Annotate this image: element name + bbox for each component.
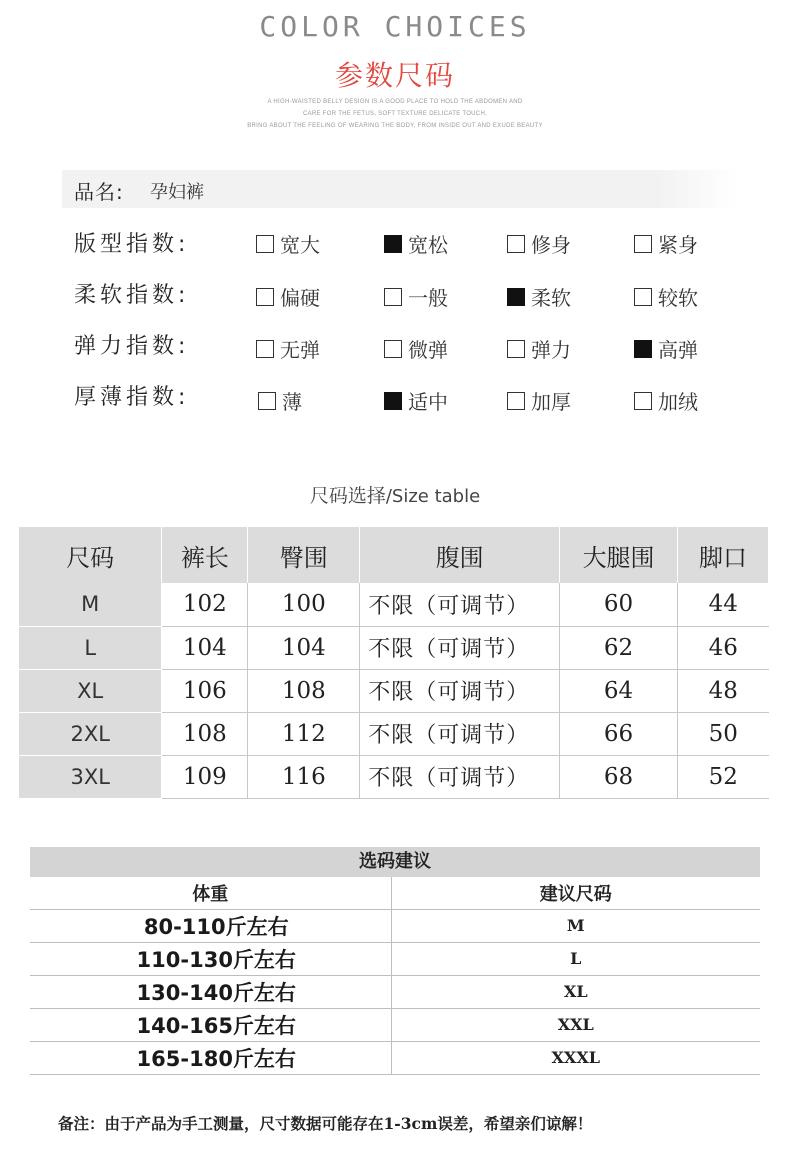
weight-cell: 140-165斤左右 (30, 1008, 391, 1041)
table-header: 体重 (30, 877, 391, 909)
header-subtitle-line: BRING ABOUT THE FEELING OF WEARING THE BODY, FROM INSIDE OUT AND EXUDE BEAUTY (247, 123, 543, 129)
index-label: 弹力指数: (74, 334, 190, 359)
size-cell: XL (391, 975, 760, 1008)
header-en-title: COLOR CHOICES (259, 10, 531, 43)
weight-cell: 130-140斤左右 (30, 975, 391, 1008)
index-option (507, 334, 571, 363)
size-table (19, 527, 769, 799)
option-label: 偏硬 (280, 286, 320, 310)
index-option (507, 229, 571, 258)
checkbox-icon (256, 340, 274, 358)
size-cell: XL (19, 669, 162, 712)
table-header: 臀围 (248, 527, 360, 583)
size-cell: XXL (391, 1008, 760, 1041)
table-header: 尺码 (19, 527, 162, 583)
table-cell: 104 (162, 626, 248, 669)
index-label: 柔软指数: (74, 283, 190, 308)
table-cell: 68 (560, 755, 678, 798)
recommendation-section (30, 847, 760, 1075)
index-label: 厚薄指数: (74, 385, 190, 410)
option-label: 较软 (658, 286, 698, 310)
index-option (384, 334, 448, 363)
measurement-note: 备注：由于产品为手工测量，尺寸数据可能存在1-3cm误差，希望亲们谅解！ (58, 1114, 593, 1133)
size-table-title-en: /Size table (385, 486, 481, 507)
index-option (384, 229, 448, 258)
recommendation-title: 选码建议 (30, 847, 760, 877)
table-cell: 50 (678, 712, 769, 755)
header-subtitle-line: A HIGH-WAISTED BELLY DESIGN IS A GOOD PLACE TO HOLD THE ABDOMEN AND (267, 99, 523, 105)
option-label: 柔软 (531, 286, 571, 310)
option-label: 宽松 (408, 233, 448, 257)
table-row (19, 755, 769, 798)
option-label: 一般 (408, 286, 448, 310)
table-cell: 108 (248, 669, 360, 712)
table-header: 脚口 (678, 527, 769, 583)
size-cell: M (391, 909, 760, 942)
table-row (19, 583, 769, 626)
index-option (634, 229, 698, 258)
size-cell: M (19, 583, 162, 626)
table-cell: 104 (248, 626, 360, 669)
table-cell: 60 (560, 583, 678, 626)
option-label: 加绒 (658, 390, 698, 414)
option-label: 薄 (282, 390, 302, 414)
table-row (19, 626, 769, 669)
table-cell: 109 (162, 755, 248, 798)
table-row (30, 942, 760, 975)
product-name-value: 孕妇裤 (150, 182, 204, 203)
option-label: 修身 (531, 233, 571, 257)
header-subtitle-line: CARE FOR THE FETUS, SOFT TEXTURE DELICATE TOUCH, (302, 111, 488, 117)
size-cell: XXXL (391, 1041, 760, 1074)
table-header: 建议尺码 (391, 877, 760, 909)
option-label: 宽大 (280, 233, 320, 257)
table-cell: 112 (248, 712, 360, 755)
table-cell: 106 (162, 669, 248, 712)
checkbox-checked-icon (384, 392, 402, 410)
table-row (19, 669, 769, 712)
checkbox-icon (258, 392, 276, 410)
table-cell: 不限（可调节） (360, 712, 560, 755)
weight-cell: 165-180斤左右 (30, 1041, 391, 1074)
checkbox-icon (256, 235, 274, 253)
checkbox-icon (384, 288, 402, 306)
option-label: 紧身 (658, 233, 698, 257)
index-label: 版型指数: (74, 232, 190, 257)
table-header: 裤长 (162, 527, 248, 583)
checkbox-icon (634, 392, 652, 410)
checkbox-icon (507, 340, 525, 358)
table-row (19, 712, 769, 755)
option-label: 加厚 (531, 390, 571, 414)
index-option (258, 386, 302, 415)
table-row (30, 909, 760, 942)
index-option (256, 334, 320, 363)
table-row (30, 1008, 760, 1041)
index-option (634, 282, 698, 311)
index-option (634, 386, 698, 415)
recommendation-header-row (30, 877, 760, 909)
table-cell: 52 (678, 755, 769, 798)
size-cell: L (19, 626, 162, 669)
index-option (256, 282, 320, 311)
index-option (256, 229, 320, 258)
size-table-title (0, 481, 790, 508)
checkbox-checked-icon (634, 340, 652, 358)
weight-cell: 80-110斤左右 (30, 909, 391, 942)
table-cell: 108 (162, 712, 248, 755)
option-label: 适中 (408, 390, 448, 414)
table-cell: 66 (560, 712, 678, 755)
table-row (30, 1041, 760, 1074)
option-label: 无弹 (280, 338, 320, 362)
table-cell: 46 (678, 626, 769, 669)
size-table-title-cn: 尺码选择 (309, 485, 386, 507)
checkbox-icon (384, 340, 402, 358)
index-option (507, 386, 571, 415)
size-cell: 3XL (19, 755, 162, 798)
table-cell: 不限（可调节） (360, 626, 560, 669)
table-cell: 不限（可调节） (360, 583, 560, 626)
index-option (384, 282, 448, 311)
size-cell: L (391, 942, 760, 975)
table-cell: 不限（可调节） (360, 755, 560, 798)
table-header: 腹围 (360, 527, 560, 583)
checkbox-checked-icon (507, 288, 525, 306)
table-cell: 62 (560, 626, 678, 669)
checkbox-icon (507, 392, 525, 410)
table-cell: 不限（可调节） (360, 669, 560, 712)
product-name-label: 品名: (74, 180, 124, 204)
table-cell: 116 (248, 755, 360, 798)
size-table-header-row (19, 527, 769, 583)
index-option (634, 334, 698, 363)
option-label: 微弹 (408, 338, 448, 362)
table-header: 大腿围 (560, 527, 678, 583)
table-cell: 44 (678, 583, 769, 626)
checkbox-icon (634, 288, 652, 306)
table-row (30, 975, 760, 1008)
checkbox-icon (507, 235, 525, 253)
checkbox-icon (256, 288, 274, 306)
weight-cell: 110-130斤左右 (30, 942, 391, 975)
option-label: 弹力 (531, 338, 571, 362)
size-cell: 2XL (19, 712, 162, 755)
table-cell: 64 (560, 669, 678, 712)
table-cell: 48 (678, 669, 769, 712)
table-cell: 102 (162, 583, 248, 626)
index-option (384, 386, 448, 415)
checkbox-icon (634, 235, 652, 253)
option-label: 高弹 (658, 338, 698, 362)
index-option (507, 282, 571, 311)
recommendation-table (30, 877, 760, 1075)
table-cell: 100 (248, 583, 360, 626)
checkbox-checked-icon (384, 235, 402, 253)
header-cn-title: 参数尺码 (334, 59, 455, 92)
